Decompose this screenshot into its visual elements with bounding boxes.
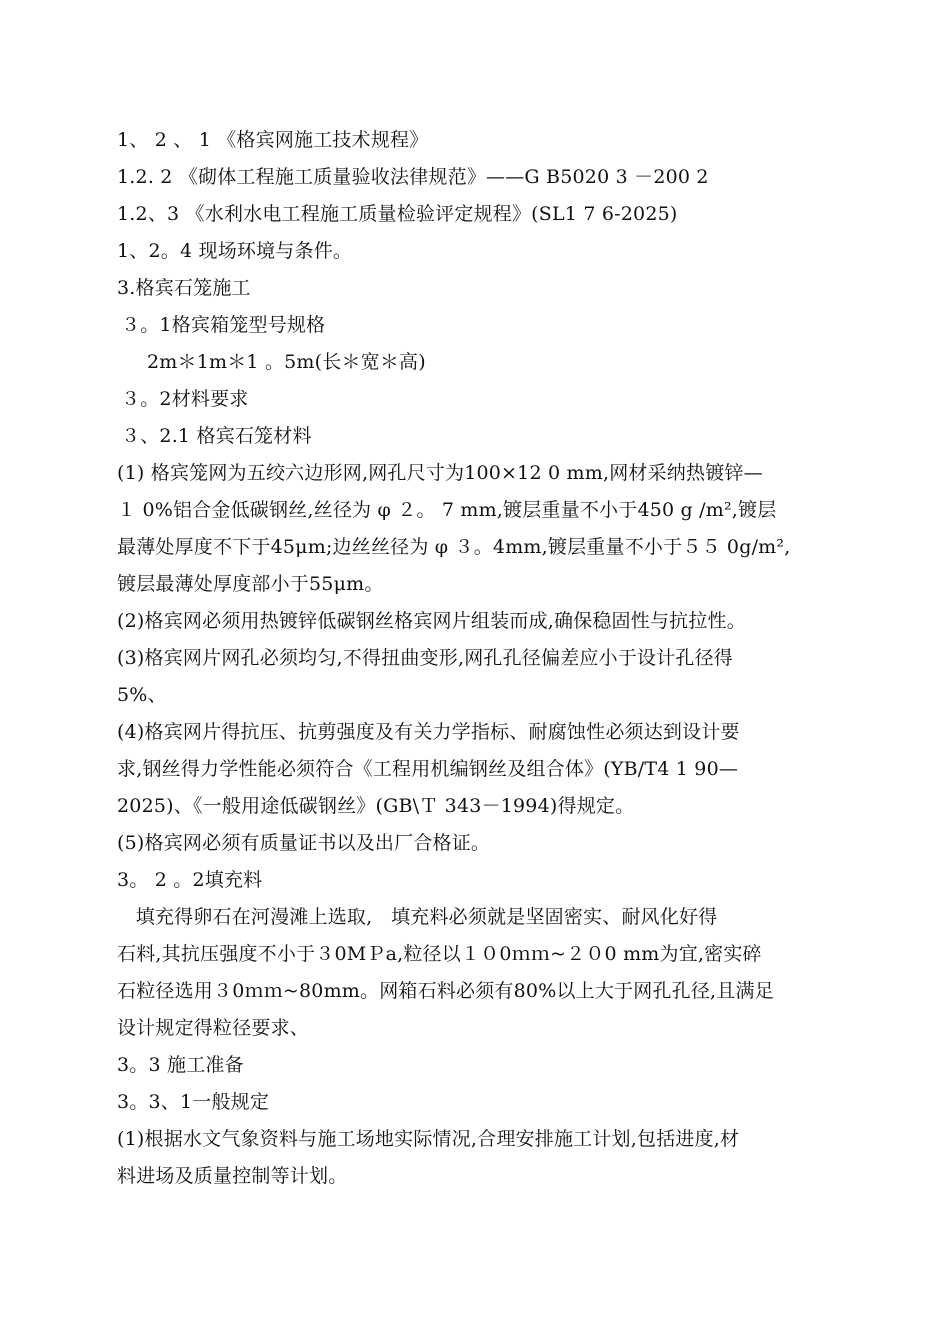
- paragraph-line: 石料,其抗压强度不小于３0MＰa,粒径以１０0ｍｍ~２０0 mm为宜,密实碎: [117, 943, 762, 965]
- paragraph-line: (4)格宾网片得抗压、抗剪强度及有关力学指标、耐腐蚀性必须达到设计要: [117, 721, 740, 743]
- paragraph-construction-plan: [117, 1121, 862, 1195]
- paragraph-line: 料进场及质量控制等计划。: [117, 1165, 348, 1187]
- box-dimensions: 2m＊1m＊1 。5m(长＊宽＊高): [147, 351, 426, 373]
- paragraph-mesh-uniformity: [117, 640, 862, 714]
- document-body: [117, 122, 862, 1195]
- paragraph-line: １ 0%铝合金低碳钢丝,丝径为 φ ２。 7 mm,镀层重量不小于450 g /m²,镀层: [117, 499, 777, 521]
- paragraph-line: (3)格宾网片网孔必须均匀,不得扭曲变形,网孔孔径偏差应小于设计孔径得: [117, 647, 733, 669]
- subsection-heading-3-1: ３。1格宾箱笼型号规格: [121, 314, 326, 336]
- paragraph-line: (1) 格宾笼网为五绞六边形网,网孔尺寸为100×12 0 mm,网材采纳热镀锌—: [117, 462, 763, 484]
- subsection-heading-3-2-2: 3。 2 。2填充料: [117, 869, 263, 891]
- ref-item-1-2-3: 1.2、3 《水利水电工程施工质量检验评定规程》(SL1 7 6-2025): [117, 203, 678, 225]
- paragraph-line: 填充得卵石在河漫滩上选取, 填充料必须就是坚固密实、耐风化好得: [117, 906, 718, 928]
- paragraph-certificate: (5)格宾网必须有质量证书以及出厂合格证。: [117, 832, 491, 854]
- paragraph-mechanical-properties: [117, 714, 862, 825]
- subsection-heading-3-3: 3。3 施工准备: [117, 1054, 244, 1076]
- paragraph-line: 镀层最薄处厚度部小于55μm。: [117, 573, 384, 595]
- subsection-heading-3-3-1: 3。3、1一般规定: [117, 1091, 270, 1113]
- paragraph-line: 最薄处厚度不下于45μm;边丝丝径为 φ ３。4mm,镀层重量不小于５５ 0g/m²,: [117, 536, 791, 558]
- paragraph-line: 石粒径选用３0ｍｍ~80mm。网箱石料必须有80%以上大于网孔孔径,且满足: [117, 980, 774, 1002]
- ref-item-1-2-4: 1、2。4 现场环境与条件。: [117, 240, 353, 262]
- section-heading-3: 3.格宾石笼施工: [117, 277, 251, 299]
- subsection-heading-3-2-1: ３、2.1 格宾石笼材料: [121, 425, 312, 447]
- paragraph-line: 2025)、《一般用途低碳钢丝》(GB\Ｔ 343－1994)得规定。: [117, 795, 635, 817]
- paragraph-mesh-spec: [117, 455, 862, 603]
- paragraph-fill-material: [117, 899, 862, 1047]
- ref-item-1-2-1: 1、 2 、 1 《格宾网施工技术规程》: [117, 129, 429, 151]
- paragraph-line: 求,钢丝得力学性能必须符合《工程用机编钢丝及组合体》(YB/T4 1 90—: [117, 758, 739, 780]
- ref-item-1-2-2: 1.2. 2 《砌体工程施工质量验收法律规范》——G B5020 3 －200 2: [117, 166, 709, 188]
- paragraph-line: 5%、: [117, 684, 167, 706]
- paragraph-line: 设计规定得粒径要求、: [117, 1017, 310, 1039]
- paragraph-line: (1)根据水文气象资料与施工场地实际情况,合理安排施工计划,包括进度,材: [117, 1128, 740, 1150]
- subsection-heading-3-2: ３。2材料要求: [121, 388, 249, 410]
- paragraph-assembly: (2)格宾网必须用热镀锌低碳钢丝格宾网片组装而成,确保稳固性与抗拉性。: [117, 610, 746, 632]
